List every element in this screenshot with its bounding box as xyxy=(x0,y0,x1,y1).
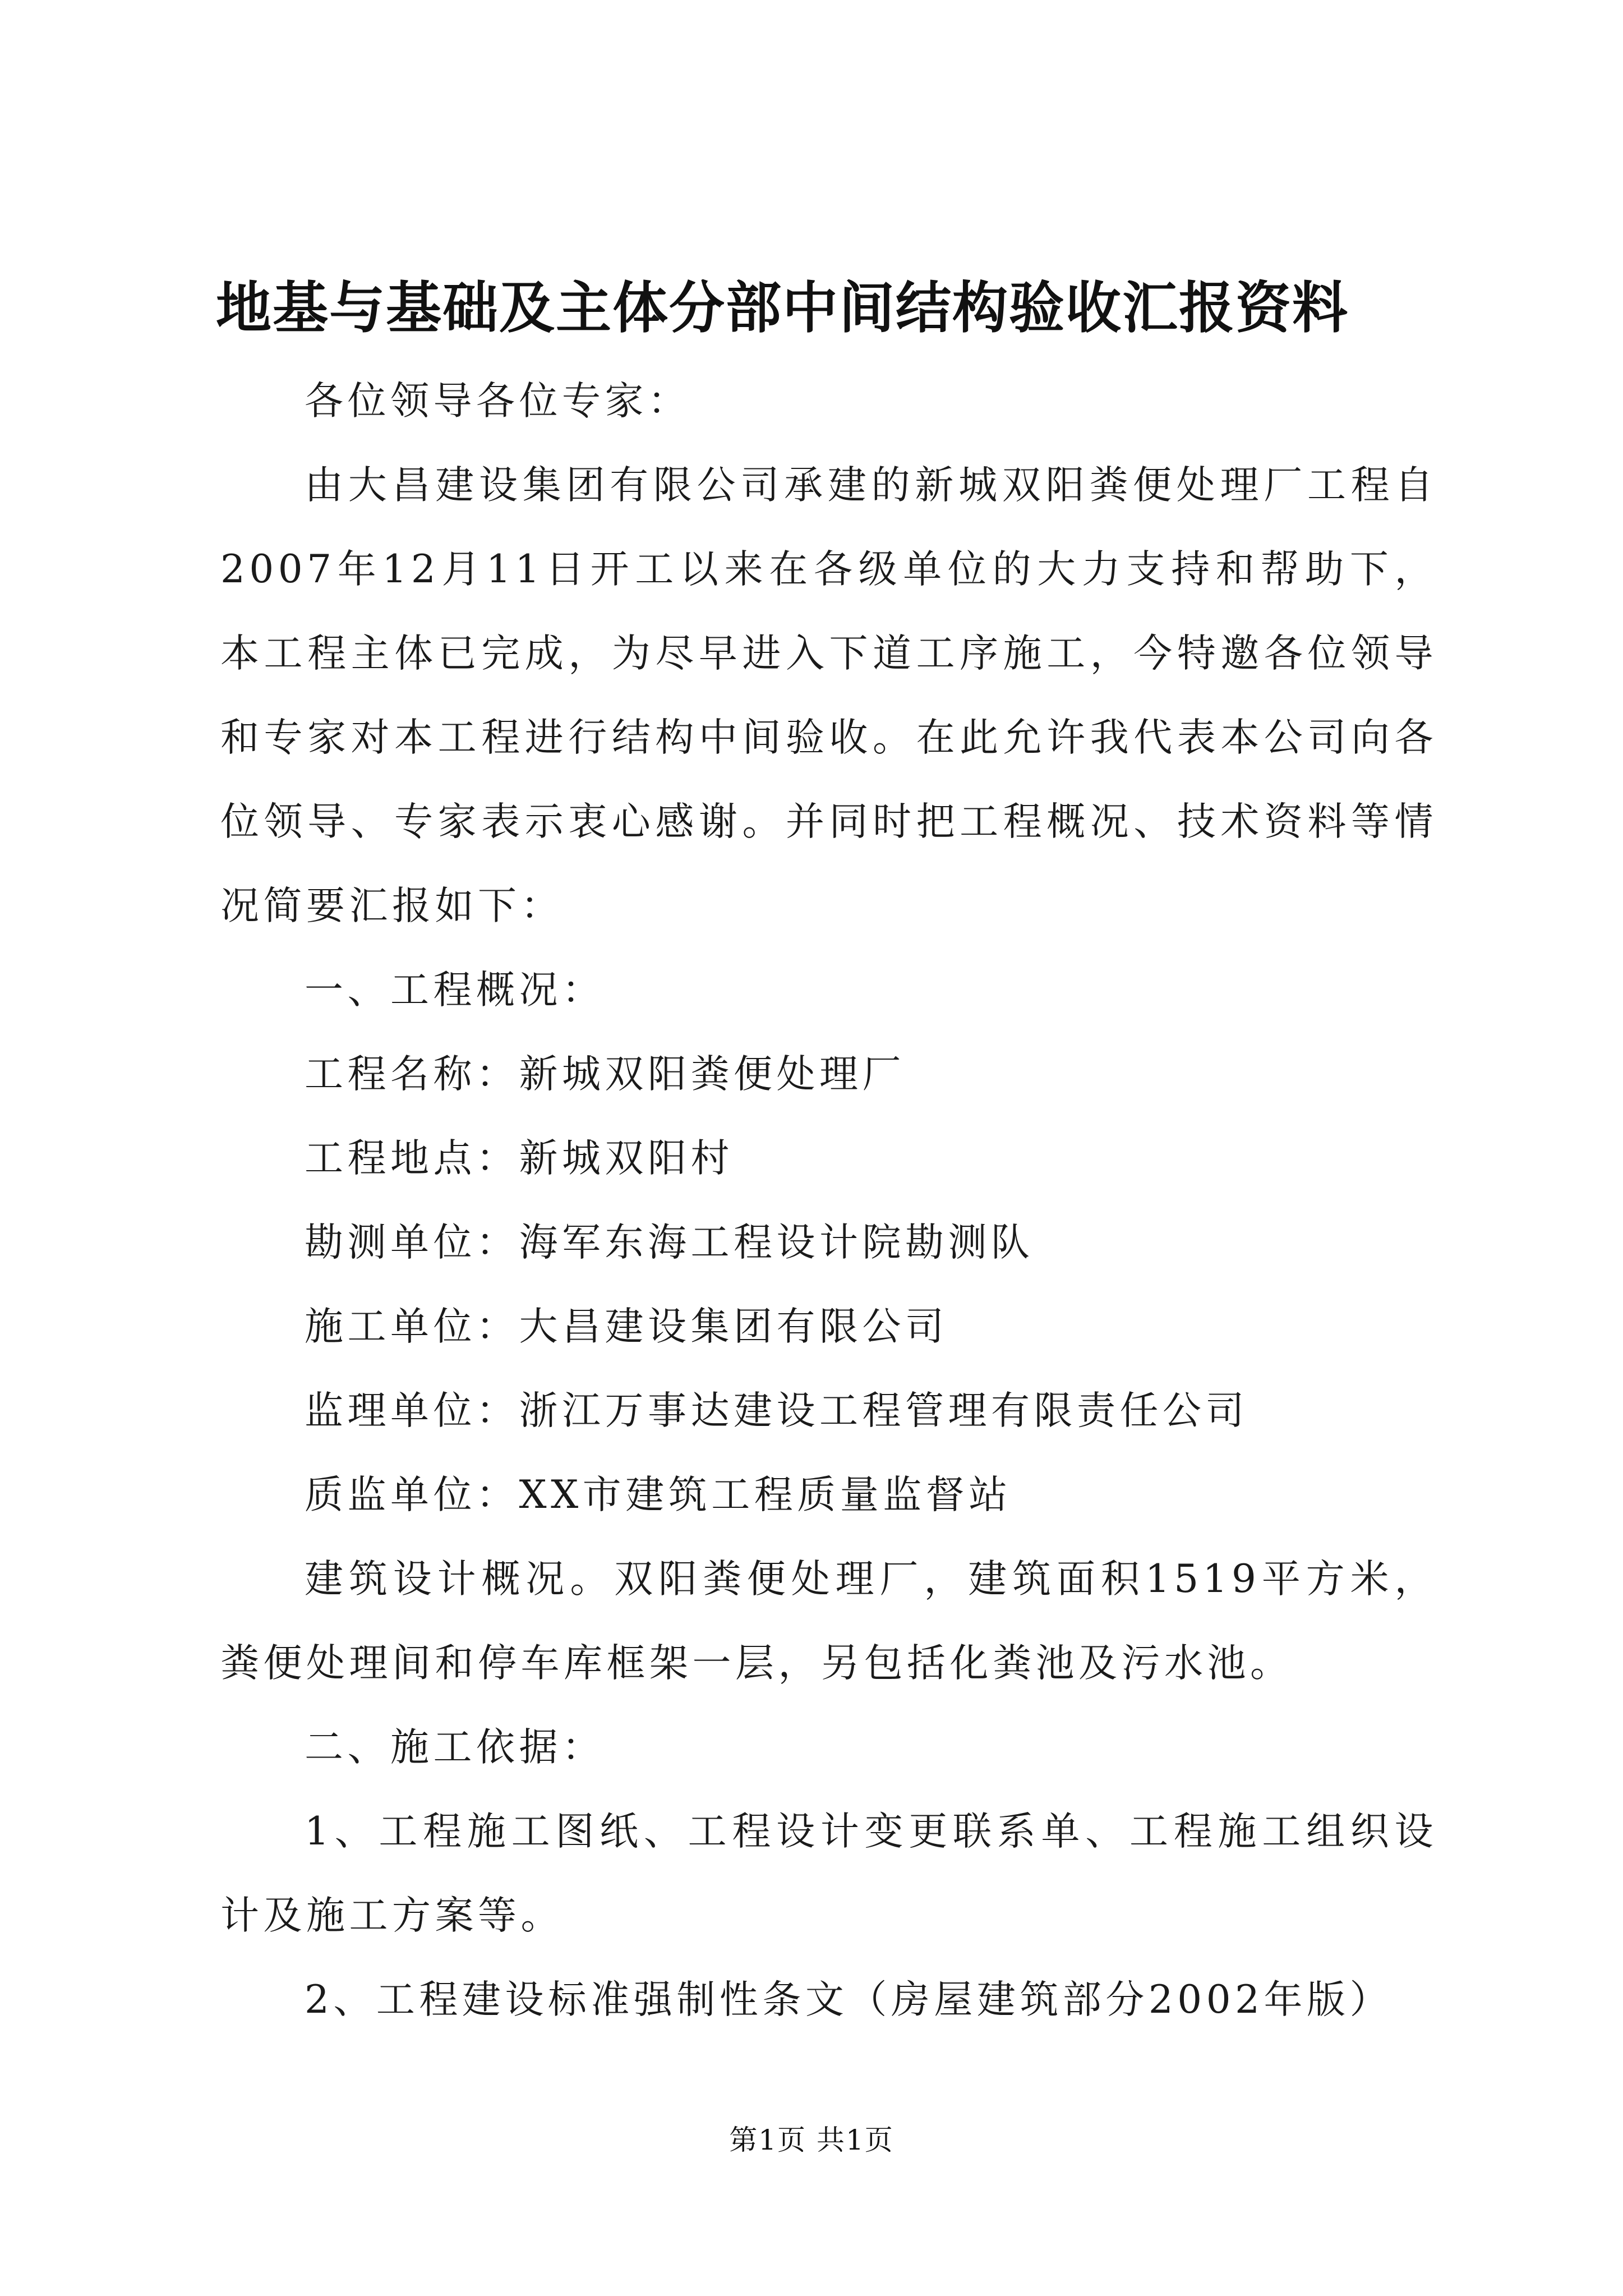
project-location-line: 工程地点：新城双阳村 xyxy=(305,1136,734,1181)
page-footer: 第1页 共1页 xyxy=(729,2124,894,2156)
quality-unit-line: 质监单位：XX市建筑工程质量监督站 xyxy=(305,1473,1012,1517)
document-title: 地基与基础及主体分部中间结构验收汇报资料 xyxy=(216,275,1349,341)
section-heading-basis: 二、施工依据： xyxy=(305,1725,605,1770)
document-body xyxy=(220,359,1437,2042)
paragraph-design-overview: 建筑设计概况。双阳粪便处理厂，建筑面积1519平方米，粪便处理间和停车库框架一层，另包括化粪池及污水池。 xyxy=(220,1557,1437,1686)
section-heading-overview: 一、工程概况： xyxy=(305,968,605,1013)
project-name-line: 工程名称：新城双阳粪便处理厂 xyxy=(305,1052,905,1097)
paragraph-salutation: 各位领导各位专家： xyxy=(305,379,691,424)
list-item-basis-2: 2、工程建设标准强制性条文（房屋建筑部分2002年版） xyxy=(305,1977,1393,2022)
list-item-basis-1: 1、工程施工图纸、工程设计变更联系单、工程施工组织设计及施工方案等。 xyxy=(220,1809,1437,1938)
survey-unit-line: 勘测单位：海军东海工程设计院勘测队 xyxy=(305,1220,1034,1265)
construction-unit-line: 施工单位：大昌建设集团有限公司 xyxy=(305,1304,948,1349)
paragraph-introduction: 由大昌建设集团有限公司承建的新城双阳粪便处理厂工程自2007年12月11日开工以来在各级单位的大力支持和帮助下，本工程主体已完成，为尽早进入下道工序施工，今特邀各位领导和专家对本工程进行结构中间验收。在此允许我代表本公司向各位领导、专家表示衷心感谢。并同时把工程概况、技术资料等情况简要汇报如下： xyxy=(220,463,1437,928)
supervision-unit-line: 监理单位：浙江万事达建设工程管理有限责任公司 xyxy=(305,1388,1248,1433)
